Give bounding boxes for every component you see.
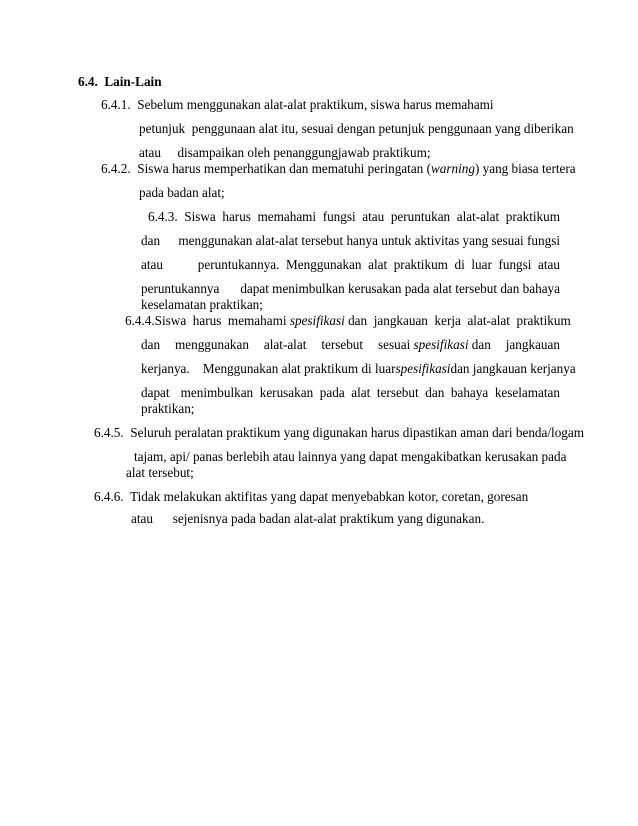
item-text: kerjanya. Menggunakan alat praktikum di luar: [141, 361, 396, 376]
item-6-4-1-line-2: petunjuk penggunaan alat itu, sesuai dengan petunjuk penggunaan yang diberikan: [139, 121, 574, 136]
item-text: Siswa harus memahami: [154, 313, 287, 328]
item-text: dapat menimbulkan kerusakan pada alat tersebut dan bahaya: [240, 281, 560, 296]
item-text: ) yang biasa tertera: [474, 161, 576, 176]
word: jangkauan: [505, 337, 560, 352]
item-number: 6.4.3.: [148, 209, 178, 224]
item-text: menimbulkan kerusakan pada alat tersebut dan bahaya keselamatan: [180, 385, 560, 400]
word: sesuai: [378, 337, 411, 352]
item-6-4-4-line-5: praktikan;: [141, 401, 195, 416]
item-text-italic: spesifikasi: [395, 361, 451, 376]
item-6-4-3-line-3: [141, 257, 560, 273]
item-6-4-4-line-2: [141, 337, 560, 353]
item-number: 6.4.5.: [94, 425, 124, 440]
lead-word: dan: [141, 233, 161, 248]
lead-word: peruntukannya: [141, 281, 220, 296]
item-text: dan jangkauan kerja alat-alat praktikum: [348, 313, 571, 328]
word: tersebut: [321, 337, 364, 352]
word: dan: [141, 337, 161, 352]
item-text: Siswa harus memperhatikan dan mematuhi peringatan (: [137, 161, 431, 176]
item-number: 6.4.1.: [101, 97, 131, 112]
item-6-4-6-line-1: [94, 489, 528, 505]
word: menggunakan: [174, 337, 249, 352]
section-heading: [78, 74, 162, 90]
item-6-4-4-line-1: [125, 313, 571, 329]
word: alat-alat: [263, 337, 307, 352]
item-text: Tidak melakukan aktifitas yang dapat menyebabkan kotor, coretan, goresan: [130, 489, 529, 504]
item-number: 6.4.4.: [125, 313, 155, 328]
item-6-4-5-line-3: alat tersebut;: [126, 465, 194, 480]
lead-word: dapat: [141, 385, 170, 400]
item-6-4-2-line-2: pada badan alat;: [139, 185, 225, 200]
item-6-4-6-line-2: atau sejenisnya pada badan alat-alat praktikum yang digunakan.: [131, 511, 485, 526]
word: dan: [471, 337, 491, 352]
item-text: Siswa harus memahami fungsi atau peruntukan alat-alat praktikum: [184, 209, 560, 224]
item-6-4-3-line-2: [141, 233, 560, 249]
item-6-4-2-line-1: [101, 161, 576, 177]
item-6-4-4-line-3: [141, 361, 576, 377]
item-number: 6.4.6.: [94, 489, 124, 504]
item-6-4-5-line-1: [94, 425, 584, 441]
item-6-4-1-line-3: atau disampaikan oleh penanggungjawab praktikum;: [139, 145, 431, 160]
item-text: peruntukannya. Menggunakan alat praktikum di luar fungsi atau: [197, 257, 560, 272]
word-italic: spesifikasi: [413, 337, 469, 352]
item-text: menggunakan alat-alat tersebut hanya untuk aktivitas yang sesuai fungsi: [178, 233, 560, 248]
section-number: 6.4.: [78, 74, 98, 89]
item-text: Sebelum menggunakan alat-alat praktikum, siswa harus memahami: [137, 97, 494, 112]
item-6-4-5-line-2: tajam, api/ panas berlebih atau lainnya yang dapat mengakibatkan kerusakan pada: [134, 449, 567, 464]
item-6-4-3-line-4: [141, 281, 560, 297]
lead-word: atau: [141, 257, 163, 272]
item-6-4-4-line-4: [141, 385, 560, 401]
section-title: Lain-Lain: [104, 74, 162, 89]
item-text: Seluruh peralatan praktikum yang digunakan harus dipastikan aman dari benda/logam: [130, 425, 584, 440]
item-6-4-3-line-5: keselamatan praktikan;: [141, 297, 263, 312]
item-text-italic: spesifikasi: [289, 313, 345, 328]
item-text-italic: warning: [430, 161, 475, 176]
item-6-4-1-line-1: [101, 97, 494, 113]
item-text: dan jangkauan kerjanya: [450, 361, 576, 376]
item-6-4-3-line-1: [148, 209, 560, 225]
item-number: 6.4.2.: [101, 161, 131, 176]
